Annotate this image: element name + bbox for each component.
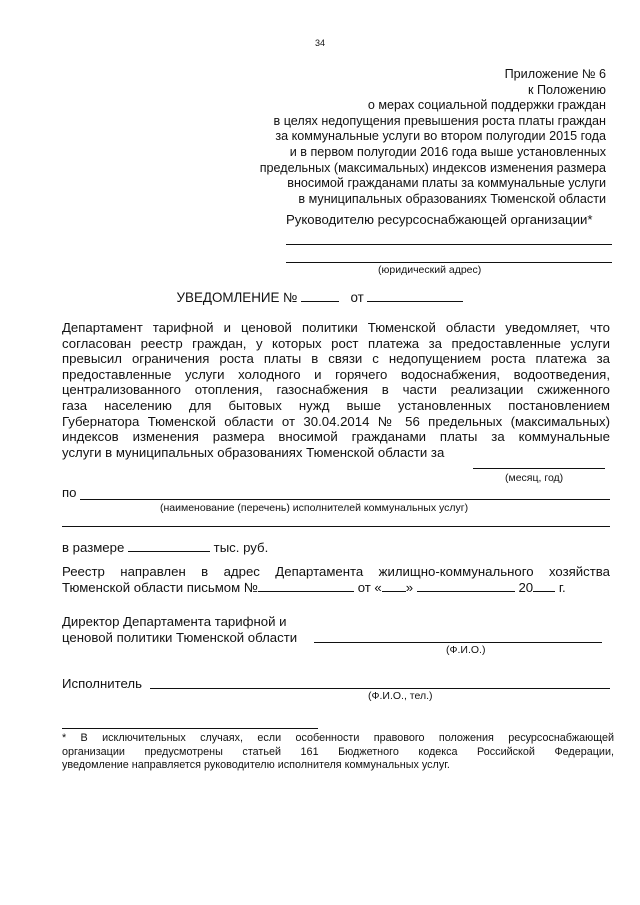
- providers-caption: (наименование (перечень) исполнителей коммунальных услуг): [160, 502, 469, 514]
- body-line: газа населению для бытовых нужд выше установленных постановлением: [62, 397, 610, 413]
- executor-label: Исполнитель: [62, 676, 142, 691]
- letter-month-field: [417, 580, 515, 592]
- body-line: услуги в муниципальных образованиях Тюменской области за: [62, 444, 445, 460]
- director-name-caption: (Ф.И.О.): [446, 644, 486, 656]
- month-year-field: [473, 468, 605, 469]
- appendix-line: в целях недопущения превышения роста платы граждан: [273, 113, 606, 128]
- registry-year-suffix: г.: [558, 580, 566, 595]
- executor-caption: (Ф.И.О., тел.): [368, 690, 433, 702]
- notification-title: [0, 290, 640, 305]
- notification-title-prefix: УВЕДОМЛЕНИЕ №: [176, 290, 298, 305]
- amount-prefix: в размере: [62, 540, 125, 555]
- registry-line-2: [62, 580, 566, 595]
- appendix-line: в муниципальных образованиях Тюменской области: [298, 191, 606, 206]
- body-line: превысил ограничения роста платы в связи с недопущением роста платежа за: [62, 351, 610, 367]
- appendix-line: за коммунальные услуги во втором полугодии 2015 года: [275, 129, 606, 144]
- appendix-line: и в первом полугодии 2016 года выше установленных: [289, 144, 606, 159]
- appendix-line: Приложение № 6: [504, 67, 606, 81]
- body-line: индексов изменения размера вносимой гражданами платы за коммунальные: [62, 429, 610, 445]
- body-line: централизованного отопления, газоснабжения в части реализации сжиженного: [62, 382, 610, 398]
- addressee-line-2: [286, 262, 612, 263]
- footnote: [62, 732, 614, 773]
- po-label: по: [62, 485, 77, 500]
- notification-title-from: от: [350, 290, 364, 305]
- body-line: согласован реестр граждан, у которых рост платежа за предоставленные услуги: [62, 335, 610, 351]
- director-name-field: [314, 642, 602, 643]
- registry-line-1: Реестр направлен в адрес Департамента жилищно-коммунального хозяйства: [62, 564, 610, 579]
- letter-number-field: [258, 580, 354, 592]
- letter-year-field: [533, 580, 555, 592]
- amount-suffix: тыс. руб.: [213, 540, 269, 555]
- notification-date-field: [367, 290, 463, 302]
- footnote-line: организации предусмотрены статьей 161 Бюджетного кодекса Российской Федерации,: [62, 745, 614, 758]
- appendix-line: вносимой гражданами платы за коммунальные услуги: [287, 176, 606, 191]
- appendix-line: к Положению: [527, 82, 606, 97]
- footnote-separator: [62, 728, 318, 729]
- notification-number-field: [301, 290, 339, 302]
- letter-day-field: [382, 580, 406, 592]
- addressee-line-1: [286, 244, 612, 245]
- registry-from: от «: [357, 580, 382, 595]
- page-number: 34: [314, 38, 325, 48]
- footnote-line: * В исключительных случаях, если особенности правового положения ресурсоснабжающей: [62, 732, 614, 744]
- appendix-line: о мерах социальной поддержки граждан: [367, 98, 606, 113]
- legal-address-caption: (юридический адрес): [378, 264, 482, 276]
- director-line-2: ценовой политики Тюменской области: [62, 630, 298, 645]
- executor-field: [150, 688, 610, 689]
- body-line: Губернатора Тюменской области от 30.04.2014 № 56 предельных (максимальных): [62, 413, 610, 429]
- footnote-line: уведомление направляется руководителю исполнителя коммунальных услуг.: [62, 759, 450, 772]
- registry-letter-prefix: Тюменской области письмом №: [62, 580, 259, 595]
- body-line: предоставленные услуги холодного и горячего водоснабжения, водоотведения,: [62, 366, 610, 382]
- registry-year: 20: [518, 580, 534, 595]
- month-year-caption: (месяц, год): [505, 472, 564, 484]
- registry-quote: »: [405, 580, 414, 595]
- notification-body: [62, 320, 610, 460]
- body-line: Департамент тарифной и ценовой политики Тюменской области уведомляет, что: [62, 320, 610, 335]
- providers-field-2: [62, 526, 610, 527]
- appendix-header: [206, 67, 606, 207]
- amount-row: [62, 540, 268, 555]
- addressee-title: Руководителю ресурсоснабжающей организации*: [286, 212, 593, 227]
- appendix-line: предельных (максимальных) индексов изменения размера: [259, 160, 606, 175]
- providers-field: [80, 499, 610, 500]
- director-line-1: Директор Департамента тарифной и: [62, 614, 287, 629]
- amount-field: [128, 540, 210, 552]
